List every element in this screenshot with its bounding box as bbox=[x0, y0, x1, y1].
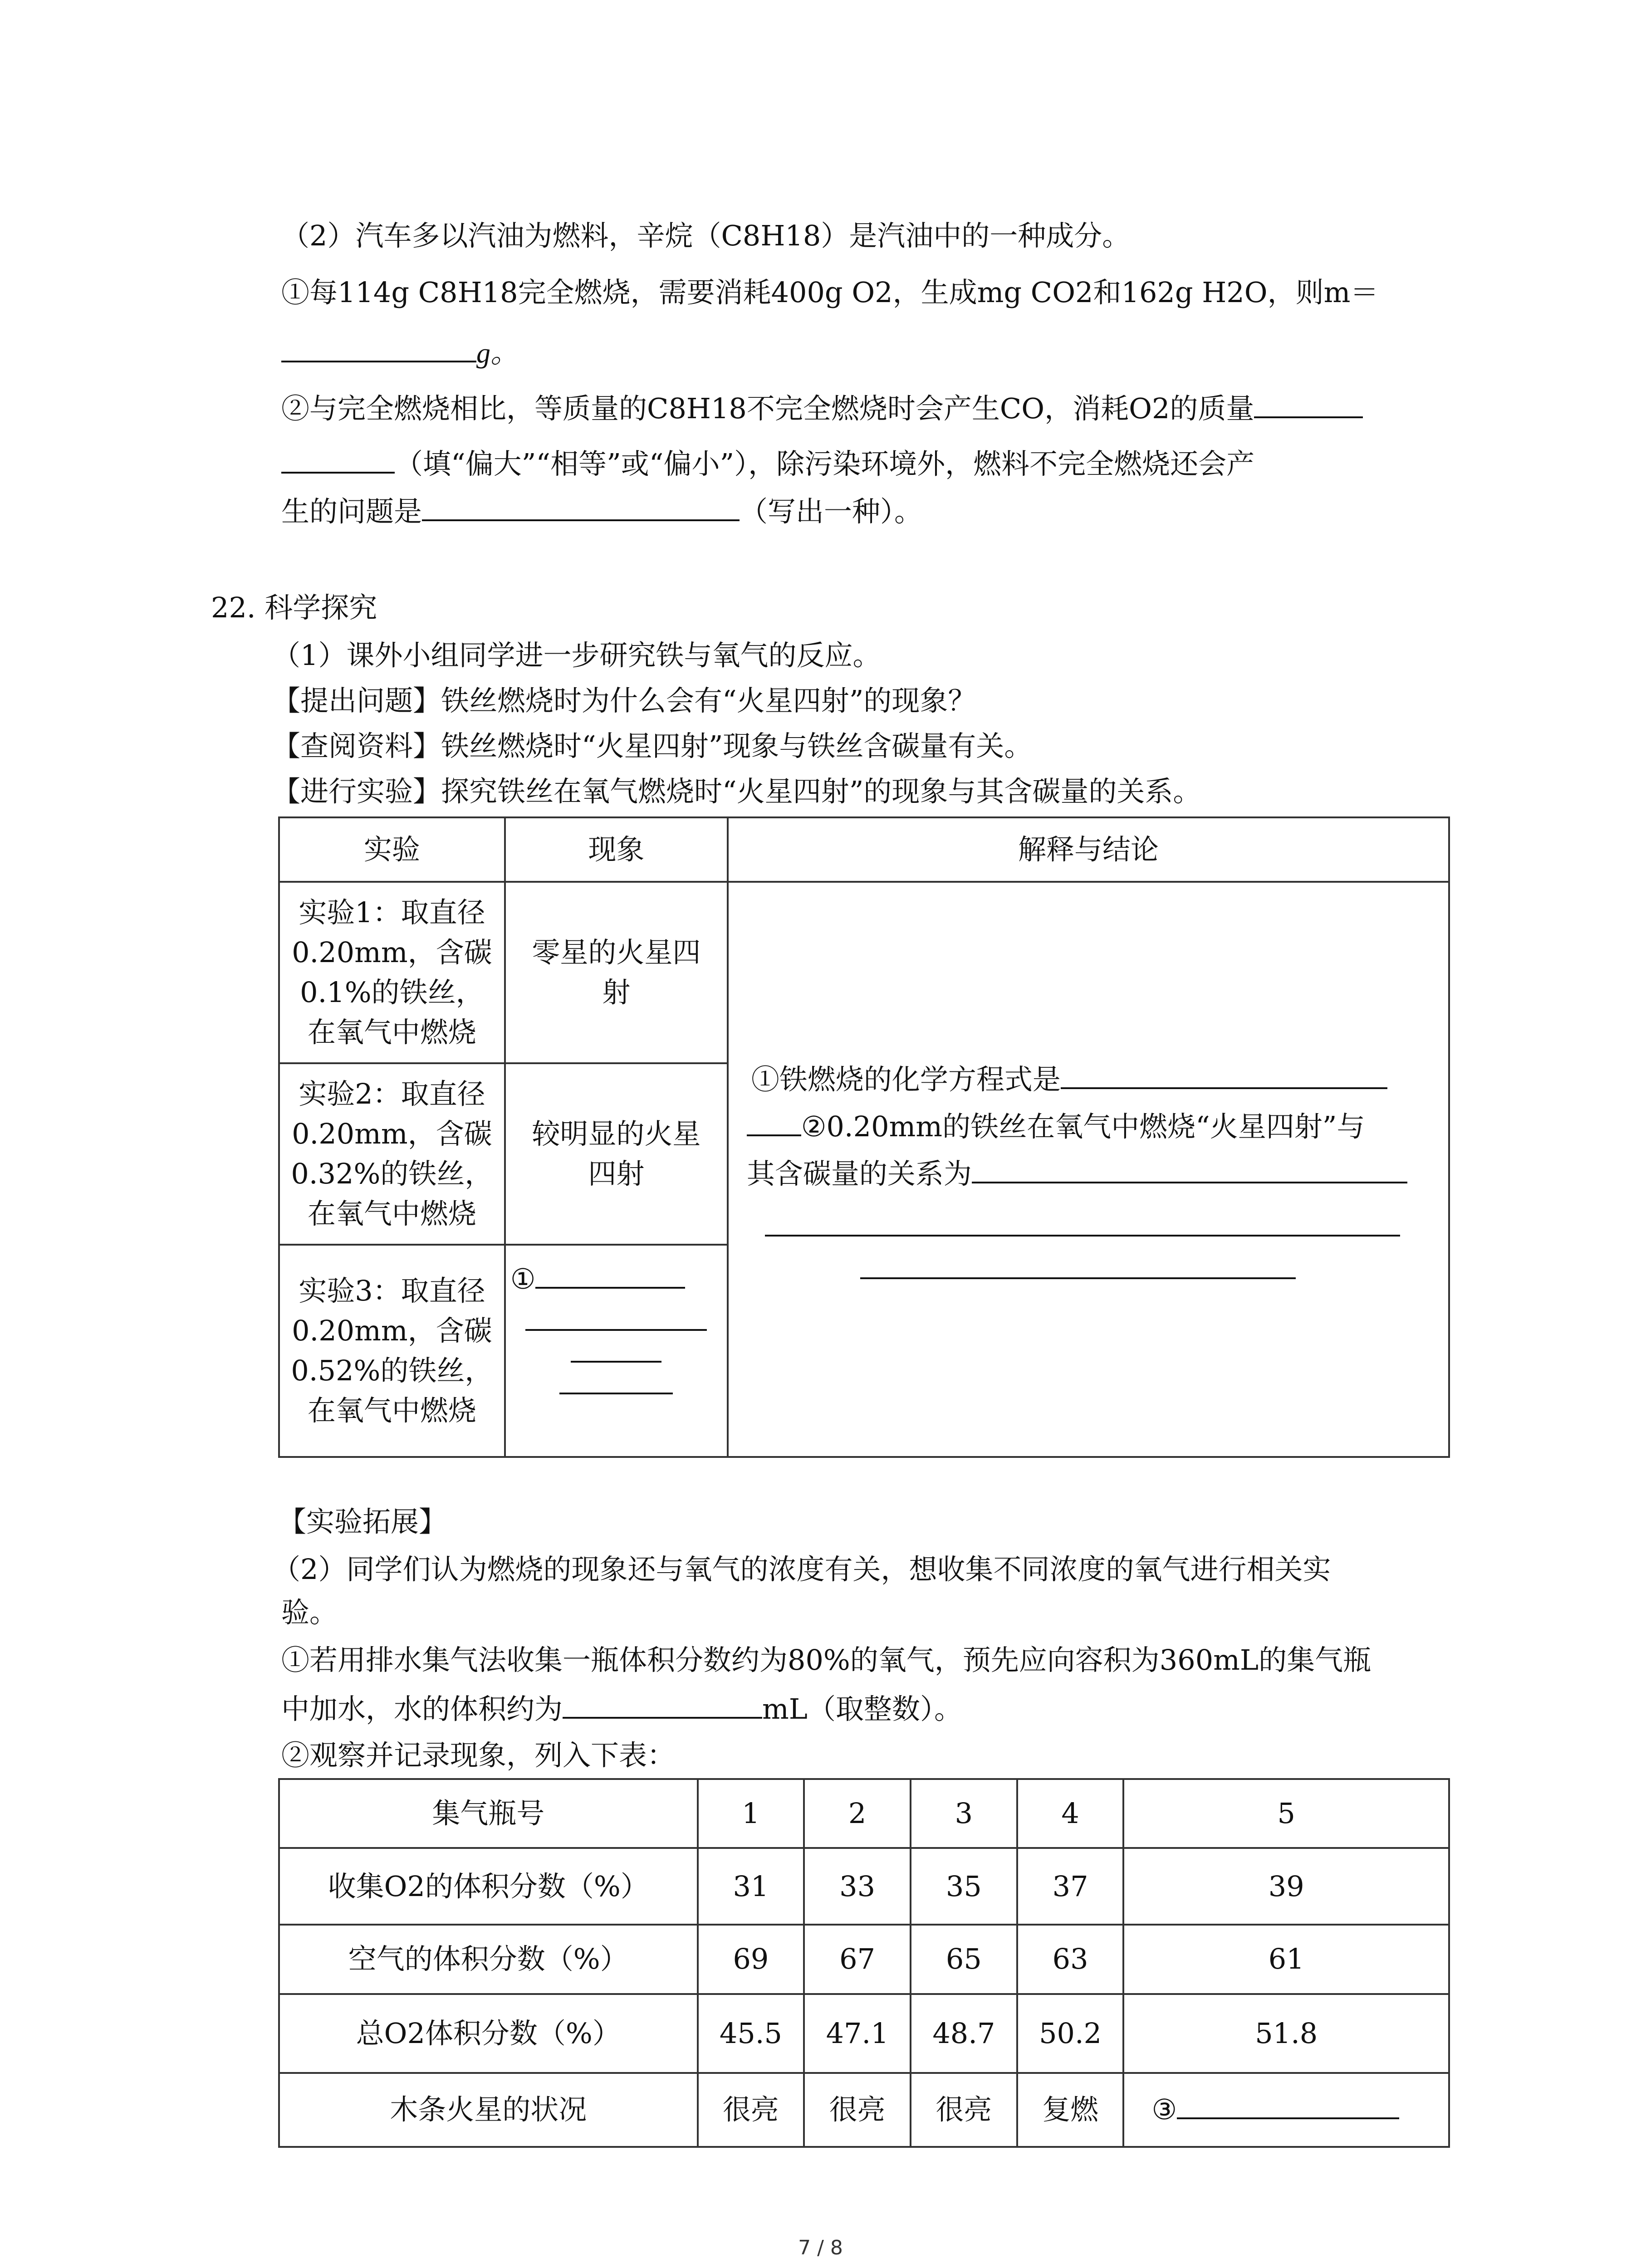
q2-answer-blank-a[interactable] bbox=[1254, 389, 1363, 418]
exp2-line4: 在氧气中燃烧 bbox=[307, 1197, 476, 1230]
extension-line1 bbox=[272, 1551, 1331, 1588]
conclusion-cell bbox=[728, 882, 1449, 1457]
row-label-spark: 木条火星的状况 bbox=[279, 2073, 698, 2147]
conclusion-line2-text: ②0.20mm的铁丝在氧气中燃烧“火星四射”与 bbox=[801, 1110, 1365, 1143]
extension-line2-text: 验。 bbox=[281, 1596, 338, 1629]
extension-line4-prefix: 中加水，水的体积约为 bbox=[281, 1692, 563, 1725]
phen1-line1: 零星的火星四 bbox=[532, 936, 701, 969]
phen2-cell bbox=[505, 1063, 728, 1245]
air-3: 65 bbox=[911, 1925, 1017, 1994]
q22-ref-text: 【查阅资料】铁丝燃烧时“火星四射”现象与铁丝含碳量有关。 bbox=[272, 729, 1033, 763]
q2-line1-text: ②与完全燃烧相比，等质量的C8H18不完全燃烧时会产生CO，消耗O2的质量 bbox=[281, 392, 1254, 425]
phen1-cell bbox=[505, 882, 728, 1063]
header-conclusion: 解释与结论 bbox=[728, 817, 1449, 882]
q2-line3 bbox=[281, 492, 922, 530]
exp1-line3: 0.1%的铁丝， bbox=[300, 976, 484, 1009]
exp3-line3: 0.52%的铁丝， bbox=[291, 1354, 493, 1387]
row-label-o2-collected: 收集O2的体积分数（%） bbox=[279, 1848, 698, 1925]
exp2-line2: 0.20mm，含碳 bbox=[292, 1117, 492, 1150]
conclusion-line1-text: ①铁燃烧的化学方程式是 bbox=[751, 1063, 1061, 1096]
q1-unit: g。 bbox=[476, 338, 519, 369]
exp3-line4: 在氧气中燃烧 bbox=[307, 1394, 476, 1427]
phen2-line2: 四射 bbox=[588, 1157, 645, 1190]
part2-intro-text: （2）汽车多以汽油为燃料，辛烷（C8H18）是汽油中的一种成分。 bbox=[281, 219, 1131, 252]
phen3-cell bbox=[505, 1245, 728, 1457]
conclusion-line3-text: 其含碳量的关系为 bbox=[746, 1157, 972, 1190]
spark-1: 很亮 bbox=[698, 2073, 804, 2147]
row-label-bottle: 集气瓶号 bbox=[279, 1779, 698, 1848]
o2-collected-4: 37 bbox=[1017, 1848, 1124, 1925]
spark-5-blank[interactable] bbox=[1177, 2090, 1399, 2119]
relation-blank[interactable] bbox=[972, 1154, 1407, 1183]
header-experiment: 实验 bbox=[279, 817, 505, 882]
q22-title bbox=[211, 590, 377, 626]
part2-intro bbox=[281, 218, 1130, 254]
spark-2: 很亮 bbox=[804, 2073, 911, 2147]
exp3-line2: 0.20mm，含碳 bbox=[292, 1314, 492, 1347]
row-label-air: 空气的体积分数（%） bbox=[279, 1925, 698, 1994]
exp1-cell bbox=[279, 882, 505, 1063]
q1-line bbox=[281, 274, 1378, 311]
oxygen-table bbox=[278, 1778, 1450, 2148]
o2-collected-2: 33 bbox=[804, 1848, 911, 1925]
phen3-first bbox=[510, 1259, 722, 1299]
water-volume-blank[interactable] bbox=[563, 1690, 762, 1719]
spark-5-cell bbox=[1123, 2073, 1449, 2147]
extension-line2 bbox=[281, 1594, 338, 1631]
exp2-cell bbox=[279, 1063, 505, 1245]
phen3-blank-1[interactable] bbox=[535, 1260, 685, 1289]
col-5: 5 bbox=[1123, 1779, 1449, 1848]
air-1: 69 bbox=[698, 1925, 804, 1994]
total-o2-5: 51.8 bbox=[1123, 1994, 1449, 2073]
extension-line5 bbox=[281, 1737, 675, 1774]
equation-blank[interactable] bbox=[1061, 1060, 1387, 1089]
exp2-line3: 0.32%的铁丝， bbox=[291, 1157, 493, 1190]
total-o2-2: 47.1 bbox=[804, 1994, 911, 2073]
exp3-cell bbox=[279, 1245, 505, 1457]
extension-line1-text: （2）同学们认为燃烧的现象还与氧气的浓度有关，想收集不同浓度的氧气进行相关实 bbox=[272, 1553, 1331, 1586]
q22-sub1 bbox=[272, 637, 881, 674]
phen1-line2: 射 bbox=[602, 976, 631, 1009]
phen3-mark: ① bbox=[510, 1262, 536, 1295]
o2-collected-1: 31 bbox=[698, 1848, 804, 1925]
exp1-line2: 0.20mm，含碳 bbox=[292, 936, 492, 969]
conclusion-line2 bbox=[747, 1107, 1430, 1147]
equation-blank-2[interactable] bbox=[747, 1107, 801, 1136]
extension-line4-suffix: mL（取整数）。 bbox=[762, 1692, 962, 1725]
col-2: 2 bbox=[804, 1779, 911, 1848]
header-phenomenon: 现象 bbox=[505, 817, 728, 882]
col-4: 4 bbox=[1017, 1779, 1124, 1848]
o2-collected-5: 39 bbox=[1123, 1848, 1449, 1925]
q22-title-text: 22. 科学探究 bbox=[211, 591, 377, 624]
q22-ask-text: 【提出问题】铁丝燃烧时为什么会有“火星四射”的现象？ bbox=[272, 684, 976, 717]
total-o2-4: 50.2 bbox=[1017, 1994, 1124, 2073]
q2-line2-text: （填“偏大”“相等”或“偏小”），除污染环境外，燃料不完全燃烧还会产 bbox=[395, 447, 1255, 480]
q2-line3-suffix: （写出一种）。 bbox=[740, 495, 923, 528]
col-3: 3 bbox=[911, 1779, 1017, 1848]
extension-line3-text: ①若用排水集气法收集一瓶体积分数约为80%的氧气，预先应向容积为360mL的集气瓶 bbox=[281, 1643, 1372, 1677]
extension-title-text: 【实验拓展】 bbox=[278, 1505, 447, 1538]
phen3-blank-3[interactable] bbox=[571, 1336, 661, 1363]
q2-line2 bbox=[281, 445, 1254, 482]
air-5: 61 bbox=[1123, 1925, 1449, 1994]
experiment-table bbox=[278, 816, 1450, 1458]
q22-ref bbox=[272, 728, 1032, 764]
q1-text: ①每114g C8H18完全燃烧，需要消耗400g O2，生成mg CO2和162g H2O，则m＝ bbox=[281, 276, 1379, 309]
exp1-line4: 在氧气中燃烧 bbox=[307, 1016, 476, 1049]
spark-3: 很亮 bbox=[911, 2073, 1017, 2147]
extension-line5-text: ②观察并记录现象，列入下表： bbox=[281, 1739, 676, 1772]
phen3-blank-2[interactable] bbox=[525, 1305, 707, 1331]
q2-line3-prefix: 生的问题是 bbox=[281, 495, 422, 528]
q22-sub1-text: （1）课外小组同学进一步研究铁与氧气的反应。 bbox=[272, 639, 881, 672]
spark-4: 复燃 bbox=[1017, 2073, 1124, 2147]
exp2-line1: 实验2：取直径 bbox=[299, 1077, 485, 1110]
extension-title bbox=[278, 1504, 447, 1540]
extension-line3 bbox=[281, 1642, 1371, 1678]
extension-line4 bbox=[281, 1690, 962, 1727]
q22-ask bbox=[272, 683, 976, 719]
total-o2-1: 45.5 bbox=[698, 1994, 804, 2073]
phen3-blank-4[interactable] bbox=[559, 1368, 673, 1394]
exp3-line1: 实验3：取直径 bbox=[299, 1274, 485, 1307]
relation-blank-3[interactable] bbox=[860, 1250, 1296, 1279]
total-o2-3: 48.7 bbox=[911, 1994, 1017, 2073]
air-4: 63 bbox=[1017, 1925, 1124, 1994]
col-1: 1 bbox=[698, 1779, 804, 1848]
page-number: 7 / 8 bbox=[798, 2236, 843, 2259]
q22-exp-text: 【进行实验】探究铁丝在氧气燃烧时“火星四射”的现象与其含碳量的关系。 bbox=[272, 775, 1201, 808]
spark-5-mark: ③ bbox=[1151, 2093, 1177, 2126]
q2-line1 bbox=[281, 389, 1363, 427]
conclusion-line1 bbox=[747, 1060, 1430, 1100]
q1-answer-line bbox=[281, 333, 519, 371]
relation-blank-2[interactable] bbox=[765, 1207, 1400, 1237]
row-label-total-o2: 总O2体积分数（%） bbox=[279, 1994, 698, 2073]
phen2-line1: 较明显的火星 bbox=[532, 1117, 701, 1150]
air-2: 67 bbox=[804, 1925, 911, 1994]
q1-answer-blank[interactable] bbox=[281, 333, 476, 362]
o2-collected-3: 35 bbox=[911, 1848, 1017, 1925]
conclusion-line3 bbox=[747, 1154, 1430, 1194]
q2-problem-blank[interactable] bbox=[422, 492, 740, 521]
q2-answer-blank-b[interactable] bbox=[281, 445, 395, 474]
q22-exp bbox=[272, 773, 1201, 810]
exp1-line1: 实验1：取直径 bbox=[299, 896, 485, 929]
